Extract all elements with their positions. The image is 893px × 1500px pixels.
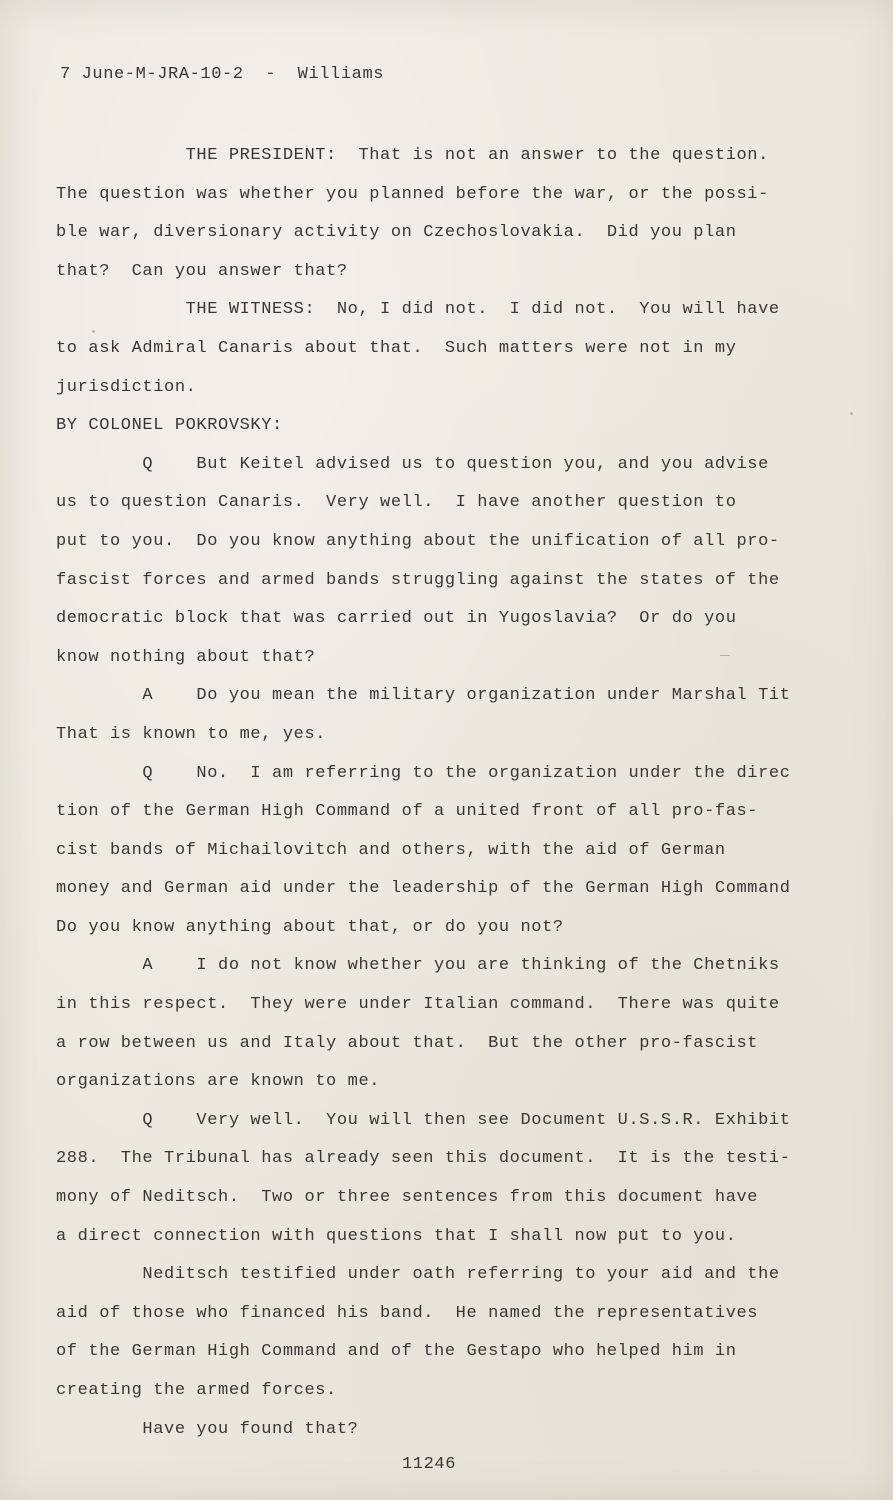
transcript-line: ble war, diversionary activity on Czechoslovakia. Did you plan bbox=[56, 223, 737, 243]
transcript-line: to ask Admiral Canaris about that. Such matters were not in my bbox=[56, 338, 737, 358]
transcript-body bbox=[56, 146, 856, 1458]
transcript-line: put to you. Do you know anything about the unification of all pro- bbox=[56, 531, 780, 551]
transcript-line: know nothing about that? bbox=[56, 647, 316, 667]
transcript-line: That is known to me, yes. bbox=[56, 724, 327, 744]
transcript-line: cist bands of Michailovitch and others, with the aid of German bbox=[56, 840, 726, 860]
transcript-line: Do you know anything about that, or do you not? bbox=[56, 917, 564, 937]
transcript-line: Q No. I am referring to the organization under the direc bbox=[56, 763, 791, 783]
transcript-line: a direct connection with questions that I shall now put to you. bbox=[56, 1226, 737, 1246]
transcript-line: in this respect. They were under Italian command. There was quite bbox=[56, 995, 780, 1015]
transcript-line: Q Very well. You will then see Document U.S.S.R. Exhibit bbox=[56, 1110, 791, 1130]
transcript-line: organizations are known to me. bbox=[56, 1072, 381, 1092]
transcript-line: Have you found that? bbox=[56, 1419, 359, 1439]
transcript-line: aid of those who financed his band. He named the representatives bbox=[56, 1303, 759, 1323]
transcript-line: that? Can you answer that? bbox=[56, 261, 348, 281]
transcript-line: fascist forces and armed bands struggling against the states of the bbox=[56, 570, 780, 590]
transcript-line: jurisdiction. bbox=[56, 377, 197, 397]
transcript-line: Neditsch testified under oath referring to your aid and the bbox=[56, 1265, 780, 1285]
paper-speck bbox=[92, 330, 95, 333]
page-number: 11246 bbox=[402, 1455, 457, 1474]
transcript-line: mony of Neditsch. Two or three sentences from this document have bbox=[56, 1188, 759, 1208]
transcript-line: BY COLONEL POKROVSKY: bbox=[56, 416, 283, 436]
paper-mark bbox=[720, 655, 730, 656]
transcript-line: us to question Canaris. Very well. I have another question to bbox=[56, 493, 737, 513]
transcript-line: The question was whether you planned before the war, or the possi- bbox=[56, 184, 769, 204]
transcript-line: Q But Keitel advised us to question you, and you advise bbox=[56, 454, 769, 474]
transcript-line: THE WITNESS: No, I did not. I did not. You will have bbox=[56, 300, 780, 320]
transcript-line: A Do you mean the military organization under Marshal Tit bbox=[56, 686, 791, 706]
transcript-line: of the German High Command and of the Gestapo who helped him in bbox=[56, 1342, 737, 1362]
transcript-line: democratic block that was carried out in Yugoslavia? Or do you bbox=[56, 609, 737, 629]
transcript-line: creating the armed forces. bbox=[56, 1381, 337, 1400]
transcript-line: money and German aid under the leadership of the German High Command bbox=[56, 879, 791, 899]
paper-speck bbox=[850, 412, 853, 415]
transcript-line: 288. The Tribunal has already seen this document. It is the testi- bbox=[56, 1149, 791, 1169]
transcript-line: tion of the German High Command of a united front of all pro-fas- bbox=[56, 802, 759, 822]
transcript-line: A I do not know whether you are thinking of the Chetniks bbox=[56, 956, 780, 976]
document-header: 7 June-M-JRA-10-2 - Williams bbox=[60, 65, 385, 84]
transcript-line: a row between us and Italy about that. But the other pro-fascist bbox=[56, 1033, 759, 1053]
transcript-line: THE PRESIDENT: That is not an answer to the question. bbox=[56, 146, 769, 165]
